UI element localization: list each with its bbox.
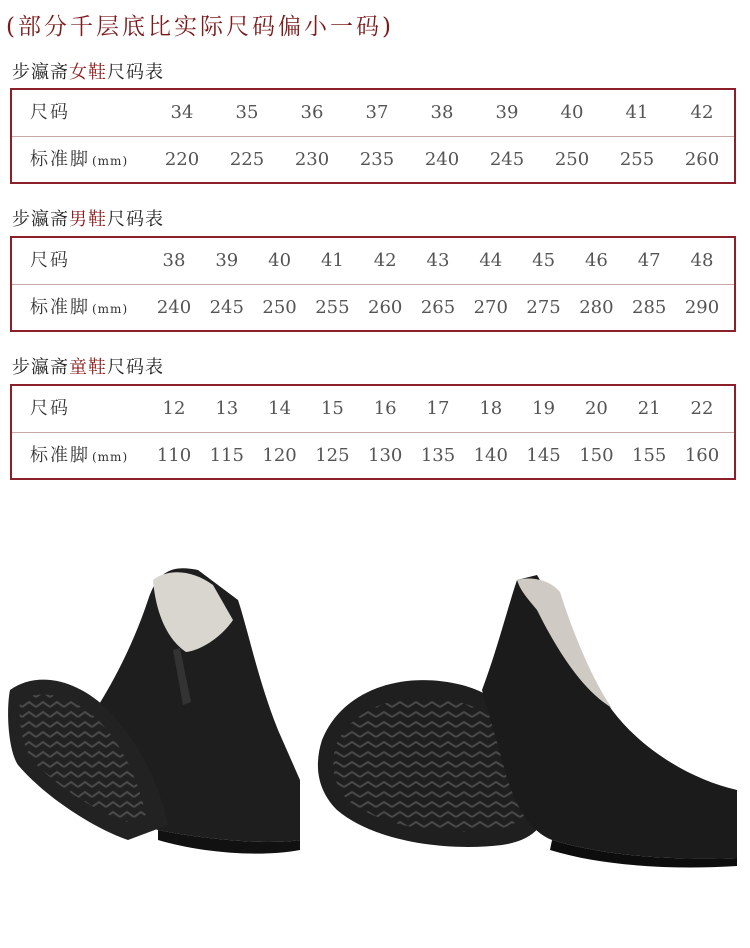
size-value: 41	[320, 250, 344, 271]
unit-label: (mm)	[92, 154, 129, 168]
size-row	[12, 386, 734, 433]
foot-length-value: 250	[554, 149, 590, 170]
foot-length-value: 285	[632, 297, 667, 318]
size-value: 39	[215, 250, 239, 271]
size-value: 18	[479, 398, 503, 419]
foot-length-value: 245	[209, 297, 244, 318]
foot-length-value: 110	[156, 445, 192, 466]
size-value: 40	[560, 102, 584, 123]
size-value: 34	[170, 102, 194, 123]
foot-length-value: 235	[359, 149, 395, 170]
size-value: 36	[300, 102, 324, 123]
size-value: 45	[532, 250, 556, 271]
unit-label: (mm)	[92, 450, 129, 464]
size-label: 尺码	[30, 102, 70, 123]
foot-length-value: 125	[315, 445, 350, 466]
size-value: 39	[495, 102, 519, 123]
foot-length-value: 135	[420, 445, 456, 466]
shoe-photo-left	[8, 540, 308, 870]
size-value: 41	[625, 102, 649, 123]
shoe-slip-on-image	[8, 540, 308, 870]
title-prefix: 步瀛斋	[12, 62, 69, 83]
foot-length-value: 245	[489, 149, 525, 170]
size-value: 22	[690, 398, 714, 419]
foot-length-value: 225	[229, 149, 265, 170]
title-prefix: 步瀛斋	[12, 357, 69, 378]
title-highlight: 男鞋	[69, 209, 107, 230]
foot-length-value: 150	[579, 445, 614, 466]
foot-length-value: 155	[632, 445, 667, 466]
unit-label: (mm)	[92, 302, 129, 316]
foot-length-value: 270	[473, 297, 508, 318]
womens-table-title	[12, 58, 164, 84]
size-value: 46	[584, 250, 608, 271]
foot-length-value: 120	[262, 445, 297, 466]
foot-label-text: 标准脚	[30, 149, 90, 170]
size-value: 42	[373, 250, 397, 271]
foot-length-value: 280	[579, 297, 614, 318]
foot-label-text: 标准脚	[30, 445, 90, 466]
foot-length-label	[30, 137, 128, 184]
foot-length-value: 255	[619, 149, 655, 170]
title-suffix: 尺码表	[107, 209, 164, 230]
kids-size-table	[10, 384, 736, 480]
size-label: 尺码	[30, 398, 70, 419]
size-value: 14	[268, 398, 292, 419]
foot-length-value: 290	[684, 297, 720, 318]
foot-length-label	[30, 433, 128, 480]
size-value: 38	[430, 102, 454, 123]
foot-length-value: 140	[473, 445, 508, 466]
size-value: 15	[320, 398, 344, 419]
foot-length-value: 260	[684, 149, 720, 170]
foot-length-value: 250	[262, 297, 297, 318]
size-value: 42	[690, 102, 714, 123]
foot-length-value: 230	[294, 149, 330, 170]
foot-length-row	[12, 433, 734, 479]
foot-length-value: 260	[368, 297, 403, 318]
foot-length-row	[12, 137, 734, 183]
size-value: 19	[532, 398, 556, 419]
title-highlight: 童鞋	[69, 357, 107, 378]
womens-size-table	[10, 88, 736, 184]
size-value: 47	[637, 250, 661, 271]
foot-length-value: 240	[424, 149, 460, 170]
foot-length-row	[12, 285, 734, 331]
size-value: 17	[426, 398, 450, 419]
size-value: 35	[235, 102, 259, 123]
size-notice: (部分千层底比实际尺码偏小一码)	[6, 14, 394, 40]
mens-size-table	[10, 236, 736, 332]
foot-length-label	[30, 285, 128, 332]
size-value: 21	[637, 398, 661, 419]
size-value: 20	[584, 398, 608, 419]
foot-length-value: 220	[164, 149, 200, 170]
foot-label-text: 标准脚	[30, 297, 90, 318]
size-value: 16	[373, 398, 397, 419]
foot-length-value: 240	[156, 297, 192, 318]
foot-length-value: 275	[526, 297, 561, 318]
foot-length-value: 145	[526, 445, 561, 466]
size-value: 13	[215, 398, 239, 419]
kids-table-title	[12, 353, 164, 379]
foot-length-value: 255	[315, 297, 350, 318]
foot-length-value: 265	[420, 297, 456, 318]
mens-table-title	[12, 205, 164, 231]
title-suffix: 尺码表	[107, 357, 164, 378]
size-value: 12	[162, 398, 186, 419]
foot-length-value: 115	[209, 445, 244, 466]
title-suffix: 尺码表	[107, 62, 164, 83]
size-value: 37	[365, 102, 389, 123]
title-highlight: 女鞋	[69, 62, 107, 83]
shoe-round-toe-image	[312, 540, 742, 870]
size-label: 尺码	[30, 250, 70, 271]
title-prefix: 步瀛斋	[12, 209, 69, 230]
foot-length-value: 130	[368, 445, 403, 466]
size-value: 38	[162, 250, 186, 271]
foot-length-value: 160	[684, 445, 720, 466]
size-row	[12, 90, 734, 137]
size-value: 40	[268, 250, 292, 271]
size-value: 44	[479, 250, 503, 271]
size-value: 48	[690, 250, 714, 271]
size-value: 43	[426, 250, 450, 271]
size-row	[12, 238, 734, 285]
shoe-photo-right	[312, 540, 742, 870]
